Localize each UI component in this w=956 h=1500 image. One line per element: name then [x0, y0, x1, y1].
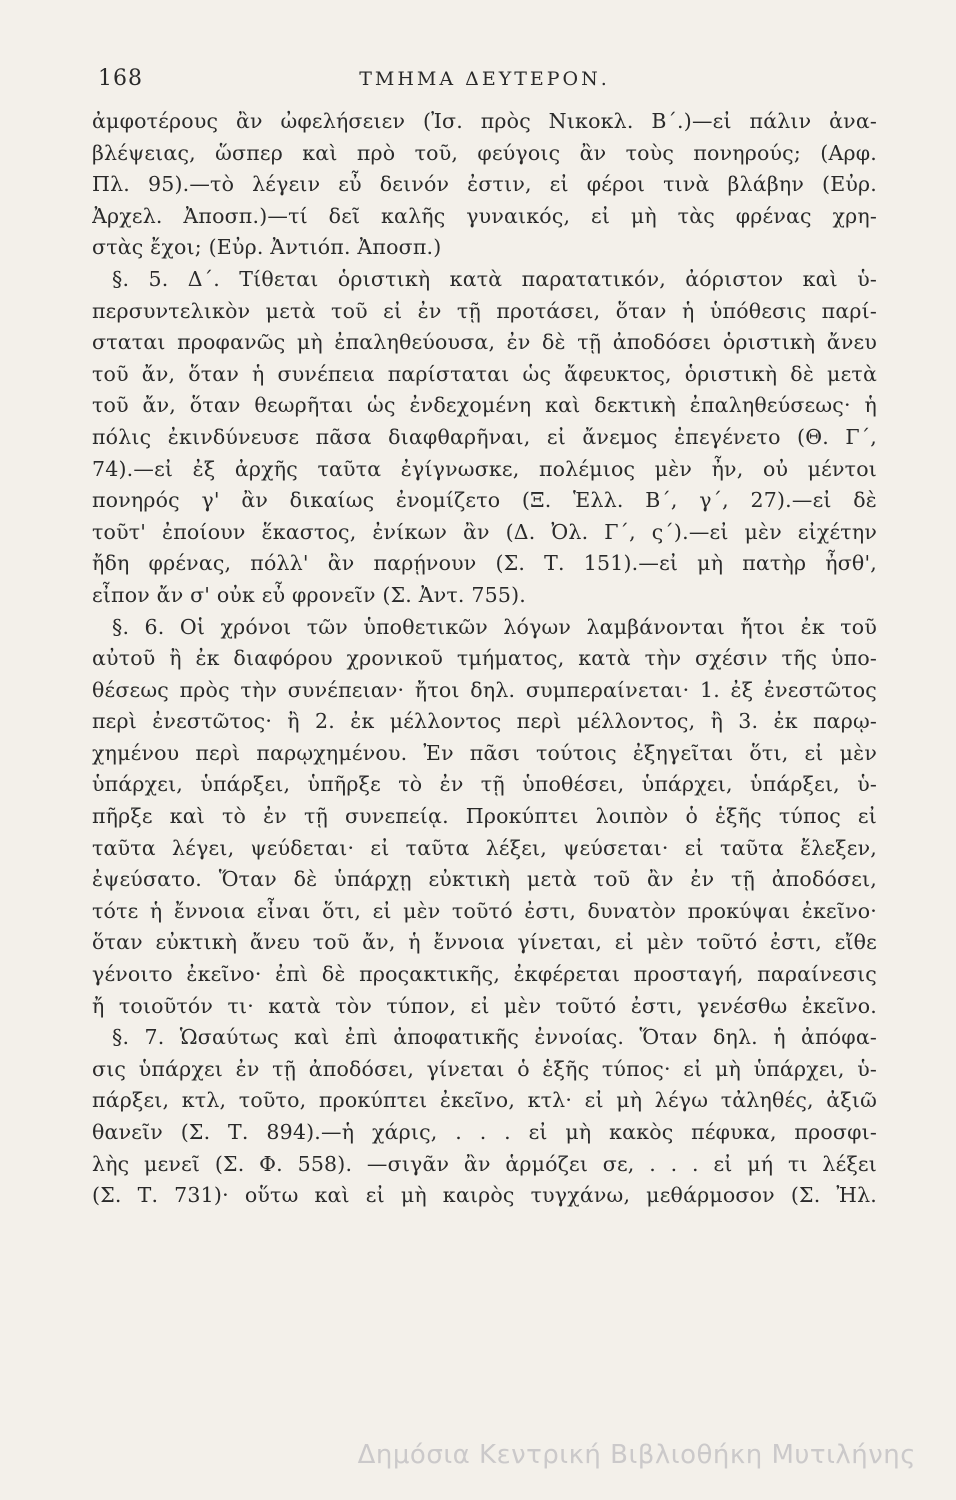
text-line: ὑπάρχει, ὑπάρξει, ὑπῆρξε τὸ ἐν τῇ ὑποθέσει, ὑπάρχει, ὑπάρξει, ὑ- [92, 772, 877, 797]
text-line: περὶ ἐνεστῶτος· ἢ 2. ἐκ μέλλοντος περὶ μέλλοντος, ἢ 3. ἐκ παρῳ- [92, 709, 877, 734]
text-line: ἤ τοιοῦτόν τι· κατὰ τὸν τύπον, εἰ μὲν τοῦτό ἐστι, γενέσθω ἐκεῖνο. [92, 993, 877, 1018]
text-line: ὅταν εὐκτικὴ ἄνευ τοῦ ἄν, ἡ ἔννοια γίνεται, εἰ μὲν τοῦτό ἐστι, εἴθε [92, 930, 877, 955]
text-line: ταῦτα λέγει, ψεύδεται· εἰ ταῦτα λέξει, ψεύσεται· εἰ ταῦτα ἔλεξεν, [92, 835, 877, 860]
text-line: πονηρός γ' ἂν δικαίως ἐνομίζετο (Ξ. Ἑλλ. Β΄, γ΄, 27).—εἰ δὲ [92, 488, 877, 513]
text-line: περσυντελικὸν μετὰ τοῦ εἰ ἐν τῇ προτάσει, ὅταν ἡ ὑπόθεσις παρί- [92, 298, 877, 323]
text-line: θανεῖν (Σ. Τ. 894).—ἡ χάρις, . . . εἰ μὴ κακὸς πέφυκα, προσφι- [92, 1120, 877, 1144]
text-line: σταται προφανῶς μὴ ἐπαληθεύουσα, ἐν δὲ τῇ ἀποδόσει ὁριστικὴ ἄνευ [92, 330, 877, 355]
body-text [92, 106, 877, 1212]
text-line: τοῦτ' ἐποίουν ἕκαστος, ἐνίκων ἂν (Δ. Ὀλ. Γ΄, ς΄).—εἰ μὲν εἰχέτην [92, 519, 877, 544]
book-page [92, 58, 877, 1458]
text-line: αὐτοῦ ἢ ἐκ διαφόρου χρονικοῦ τμήματος, κατὰ τὴν σχέσιν τῆς ὑπο- [92, 646, 877, 671]
text-line: τοῦ ἄν, ὅταν ἡ συνέπεια παρίσταται ὡς ἄφευκτος, ὁριστικὴ δὲ μετὰ [92, 361, 877, 386]
text-line: πόλις ἐκινδύνευσε πᾶσα διαφθαρῆναι, εἰ ἄνεμος ἐπεγένετο (Θ. Γ΄, [92, 424, 877, 449]
text-line: §. 6. Οἱ χρόνοι τῶν ὑποθετικῶν λόγων λαμβάνονται ἤτοι ἐκ τοῦ [112, 614, 877, 639]
library-watermark: Δημόσια Κεντρική Βιβλιοθήκη Μυτιλήνης [357, 1440, 916, 1470]
text-line: 74).—εἰ ἐξ ἀρχῆς ταῦτα ἐγίγνωσκε, πολέμιος μὲν ἦν, οὐ μέντοι [92, 456, 877, 481]
running-title: ΤΜΗΜΑ ΔΕΥΤΕΡΟΝ. [359, 68, 610, 90]
text-line: Ἀρχελ. Ἀποσπ.)—τί δεῖ καλῆς γυναικός, εἰ μὴ τὰς φρένας χρη- [92, 203, 877, 228]
text-line: ἀμφοτέρους ἂν ὠφελήσειεν (Ἰσ. πρὸς Νικοκλ. Β΄.)—εἰ πάλιν ἀνα- [92, 109, 877, 133]
text-line: πάρξει, κτλ, τοῦτο, προκύπτει ἐκεῖνο, κτλ· εἰ μὴ λέγω τἀληθές, ἀξιῶ [92, 1088, 877, 1113]
text-line: στὰς ἔχοι; (Εὐρ. Ἀντιόπ. Ἀποσπ.) [92, 235, 442, 260]
text-line: §. 5. Δ΄. Τίθεται ὁριστικὴ κατὰ παρατατικόν, ἀόριστον καὶ ὑ- [112, 266, 877, 291]
text-line: εἶπον ἄν σ' οὐκ εὖ φρονεῖν (Σ. Ἀντ. 755). [92, 582, 527, 607]
text-line: τότε ἡ ἔννοια εἶναι ὅτι, εἰ μὲν τοῦτό ἐστι, δυνατὸν προκύψαι ἐκεῖνο· [92, 898, 877, 923]
text-line: χημένου περὶ παρῳχημένου. Ἐν πᾶσι τούτοις ἐξηγεῖται ὅτι, εἰ μὲν [92, 740, 877, 765]
text-line: τοῦ ἄν, ὅταν θεωρῆται ὡς ἐνδεχομένη καὶ δεκτικὴ ἐπαληθεύσεως· ἡ [92, 393, 877, 418]
text-line: ἤδη φρένας, πόλλ' ἂν παρῄνουν (Σ. Τ. 151).—εἰ μὴ πατὴρ ἦσθ', [92, 551, 877, 576]
text-line: ἐψεύσατο. Ὅταν δὲ ὑπάρχῃ εὐκτικὴ μετὰ τοῦ ἂν ἐν τῇ ἀποδόσει, [92, 867, 877, 892]
text-line: θέσεως πρὸς τὴν συνέπειαν· ἤτοι δηλ. συμπεραίνεται· 1. ἐξ ἐνεστῶτος [92, 677, 877, 702]
text-line: §. 7. Ὡσαύτως καὶ ἐπὶ ἀποφατικῆς ἐννοίας. Ὅταν δηλ. ἡ ἀπόφα- [112, 1025, 877, 1050]
text-line: γένοιτο ἐκεῖνο· ἐπὶ δὲ προςακτικῆς, ἐκφέρεται προσταγή, παραίνεσις [92, 962, 877, 987]
text-line: Πλ. 95).—τὸ λέγειν εὖ δεινόν ἐστιν, εἰ φέροι τινὰ βλάβην (Εὐρ. [92, 172, 877, 197]
text-line: σις ὑπάρχει ἐν τῇ ἀποδόσει, γίνεται ὁ ἑξῆς τύπος· εἰ μὴ ὑπάρχει, ὑ- [92, 1056, 877, 1081]
text-line: πῆρξε καὶ τὸ ἐν τῇ συνεπείᾳ. Προκύπτει λοιπὸν ὁ ἑξῆς τύπος εἰ [92, 804, 877, 829]
page-number: 168 [98, 66, 143, 91]
text-line: (Σ. Τ. 731)· οὕτω καὶ εἰ μὴ καιρὸς τυγχάνω, μεθάρμοσον (Σ. Ἠλ. [92, 1183, 877, 1208]
running-head [92, 58, 877, 98]
text-line: βλέψειας, ὥσπερ καὶ πρὸ τοῦ, φεύγοις ἂν τοὺς πονηρούς; (Αρφ. [92, 140, 877, 165]
text-line: λὴς μενεῖ (Σ. Φ. 558). —σιγᾶν ἂν ἁρμόζει σε, . . . εἰ μή τι λέξει [92, 1151, 877, 1176]
